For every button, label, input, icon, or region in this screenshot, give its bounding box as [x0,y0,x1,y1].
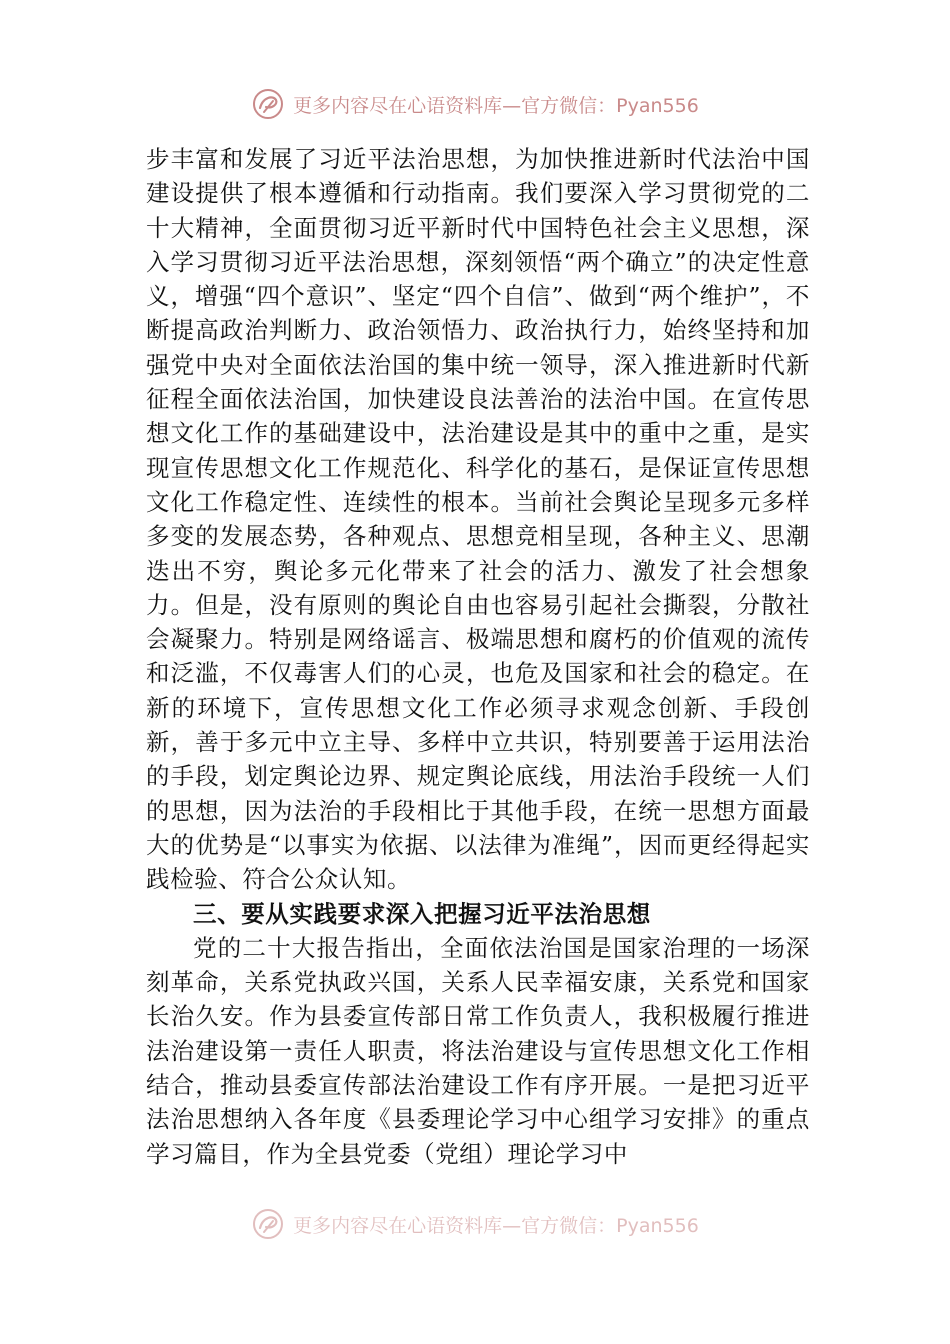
body-paragraph: 步丰富和发展了习近平法治思想，为加快推进新时代法治中国建设提供了根本遵循和行动指南。我们要深入学习贯彻党的二十大精神，全面贯彻习近平新时代中国特色社会主义思想，深入学习贯彻习近平法治思想，深刻领悟“两个确立”的决定性意义，增强“四个意识”、坚定“四个自信”、做到“两个维护”，不断提高政治判断力、政治领悟力、政治执行力，始终坚持和加强党中央对全面依法治国的集中统一领导，深入推进新时代新征程全面依法治国，加快建设良法善治的法治中国。在宣传思想文化工作的基础建设中，法治建设是其中的重中之重，是实现宣传思想文化工作规范化、科学化的基石，是保证宣传思想文化工作稳定性、连续性的根本。当前社会舆论呈现多元多样多变的发展态势，各种观点、思想竞相呈现，各种主义、思潮迭出不穷，舆论多元化带来了社会的活力、激发了社会想象力。但是，没有原则的舆论自由也容易引起社会撕裂，分散社会凝聚力。特别是网络谣言、极端思想和腐朽的价值观的流传和泛滥，不仅毒害人们的心灵，也危及国家和社会的稳定。在新的环境下，宣传思想文化工作必须寻求观念创新、手段创新，善于多元中立主导、多样中立共识，特别要善于运用法治的手段，划定舆论边界、规定舆论底线，用法治手段统一人们的思想，因为法治的手段相比于其他手段，在统一思想方面最大的优势是“以事实为依据、以法律为准绳”，因而更经得起实践检验、符合公众认知。 [146,145,810,894]
brand-logo-icon [251,87,285,121]
watermark-text: 更多内容尽在心语资料库—官方微信：Pyan556 [293,1214,699,1237]
document-body [146,142,810,1171]
watermark-header [0,86,950,122]
body-paragraph: 党的二十大报告指出，全面依法治国是国家治理的一场深刻革命，关系党执政兴国，关系人民幸福安康，关系党和国家长治久安。作为县委宣传部日常工作负责人，我积极履行推进法治建设第一责任人职责，将法治建设与宣传思想文化工作相结合，推动县委宣传部法治建设工作有序开展。一是把习近平法治思想纳入各年度《县委理论学习中心组学习安排》的重点学习篇目，作为全县党委（党组）理论学习中 [146,933,810,1168]
brand-logo-icon [251,1207,285,1241]
watermark-text: 更多内容尽在心语资料库—官方微信：Pyan556 [293,94,699,117]
section-heading: 三、要从实践要求深入把握习近平法治思想 [193,899,651,928]
watermark-footer [0,1206,950,1242]
